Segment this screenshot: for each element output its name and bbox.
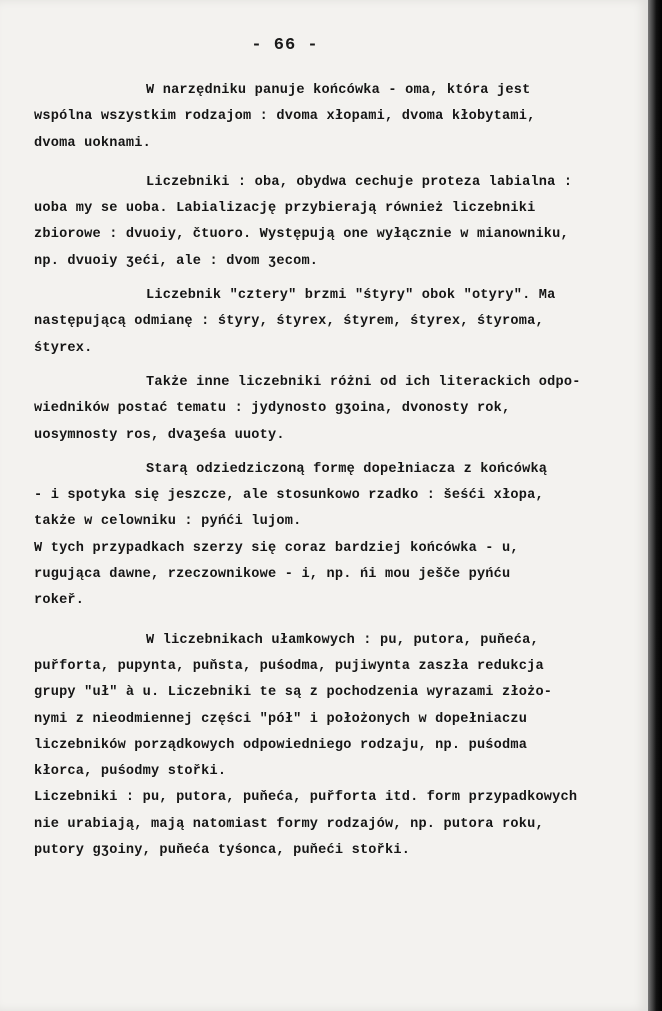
text-line: także w celowniku : pyńći lujom. xyxy=(34,514,302,530)
text-line: nie urabiają, mają natomiast formy rodzajów, np. putora roku, xyxy=(34,816,544,832)
text-line: Liczebniki : oba, obydwa cechuje proteza labialna : xyxy=(146,174,573,190)
text-line: zbiorowe : dvuoiy, čtuoro. Występują one wyłącznie w mianowniku, xyxy=(34,227,569,243)
text-line: Starą odziedziczoną formę dopełniacza z końcówką xyxy=(146,461,548,477)
text-line: puřforta, pupynta, puňsta, puśodma, pujiwynta zaszła redukcja xyxy=(34,658,544,674)
text-line: Liczebnik "cztery" brzmi "śtyry" obok "otyry". Ma xyxy=(146,288,556,304)
text-line: W narzędniku panuje końcówka - oma, która jest xyxy=(146,83,531,98)
text-line: putory gʒoiny, puňeća tyśonca, puňeći stořki. xyxy=(34,843,411,859)
text-line: Także inne liczebniki różni od ich literackich odpo- xyxy=(146,374,581,390)
text-line: wiedników postać tematu : jydynosto gʒoina, dvonosty rok, xyxy=(34,401,511,417)
text-line: W liczebnikach ułamkowych : pu, putora, puňeća, xyxy=(146,632,539,648)
text-line: uoba my se uoba. Labializację przybierają również liczebniki xyxy=(34,201,536,217)
text-line: kłorca, puśodmy stořki. xyxy=(34,764,227,780)
text-line: wspólna wszystkim rodzajom : dvoma xłopami, dvoma kłobytami, xyxy=(34,109,536,125)
text-line: śtyrex. xyxy=(34,340,93,356)
text-line: nymi z nieodmiennej części "pół" i położonych w dopełniaczu xyxy=(34,711,528,727)
page-edge-shadow xyxy=(648,0,662,1011)
text-line: liczebników porządkowych odpowiedniego rodzaju, np. puśodma xyxy=(34,737,528,753)
body-text xyxy=(34,78,634,864)
text-line: W tych przypadkach szerzy się coraz bardziej końcówka - u, xyxy=(34,540,519,556)
text-line: Liczebniki : pu, putora, puňeća, puřforta itd. form przypadkowych xyxy=(34,790,578,806)
text-line: dvoma uoknami. xyxy=(34,135,152,151)
text-line: następującą odmianę : śtyry, śtyrex, śtyrem, śtyrex, śtyroma, xyxy=(34,314,544,330)
text-line: rugująca dawne, rzeczownikowe - i, np. ńi mou ješče pyńću xyxy=(34,567,511,583)
text-line: rokeř. xyxy=(34,593,85,609)
page-number: - 66 - xyxy=(251,36,319,55)
text-line: uosymnosty ros, dvaʒeśa uuoty. xyxy=(34,427,285,443)
text-line: np. dvuoiy ʒeći, ale : dvom ʒecom. xyxy=(34,253,319,269)
text-line: - i spotyka się jeszcze, ale stosunkowo rzadko : šeśći xłopa, xyxy=(34,488,544,504)
text-line: grupy "uł" à u. Liczebniki te są z pochodzenia wyrazami złożo- xyxy=(34,685,553,701)
